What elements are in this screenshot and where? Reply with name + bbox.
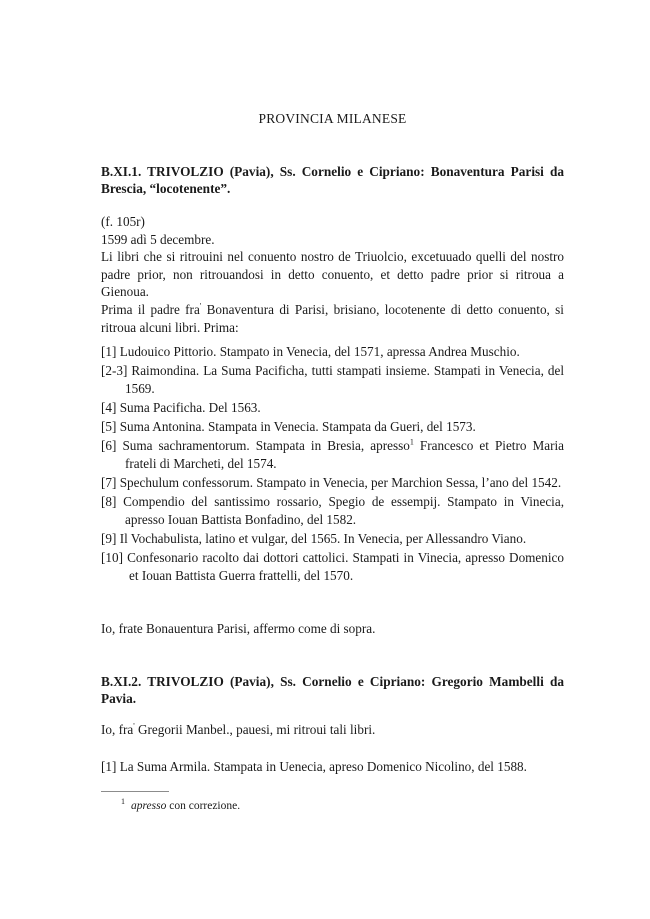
section-heading-1: B.XI.1. TRIVOLZIO (Pavia), Ss. Cornelio e Cipriano: Bonaventura Parisi da Brescia, “locotenente”. [101,164,564,196]
item-text: Ludouico Pittorio. Stampato in Venecia, del 1571, apressa Andrea Muschio. [119,344,520,359]
list-item [101,474,564,492]
book-list-2 [101,758,564,777]
folio-reference: (f. 105r) [101,214,145,229]
item-text: Suma sachramentorum. Stampata in Bresia, apresso [122,438,410,453]
list-item [101,437,564,473]
footnote-term: apresso [131,799,167,812]
section-heading-2: B.XI.2. TRIVOLZIO (Pavia), Ss. Cornelio e Cipriano: Gregorio Mambelli da Pavia. [101,674,564,706]
list-item [101,530,564,548]
item-number: [6] [101,438,117,453]
date-line: 1599 adì 5 decembre. [101,231,215,247]
running-title: PROVINCIA MILANESE [258,111,407,126]
intro-paragraph-2: Prima il padre fra' Bonaventura di Parisi, brisiano, locotenente di detto conuento, si ritroua alcuni libri. Prima: [101,301,564,335]
item-text: Il Vochabulista, latino et vulgar, del 1565. In Venecia, per Allessandro Viano. [119,531,527,546]
closing-statement: Io, frate Bonauentura Parisi, affermo come di sopra. [101,621,376,636]
item-text: Suma Pacificha. Del 1563. [119,400,261,415]
item-number: [8] [101,494,117,509]
footnote-text: con correzione. [166,799,241,812]
footnote-mark: 1 [121,797,125,806]
item-number: [9] [101,531,117,546]
intro-paragraph: Li libri che si ritrouini nel conuento nostro de Triuolcio, excetuuado quelli del nostro padre prior, non ritrouandosi in detto conuento, et detto padre prior si ritroua a Gienoua. [101,249,564,300]
footnote [121,795,240,813]
list-item [101,493,564,529]
section-1-preamble [101,213,564,336]
item-number: [4] [101,400,117,415]
item-number: [5] [101,419,117,434]
item-number: [1] [101,759,117,774]
item-number: [1] [101,344,117,359]
apostrophe-mark: ' [199,301,202,311]
item-text: Compendio del santissimo rossario, Spegio de essempij. Stampato in Vinecia, apresso Iouan Battista Bonfadino, del 1582. [123,494,564,527]
list-item [101,549,564,585]
item-text: La Suma Armila. Stampata in Uenecia, apreso Domenico Nicolino, del 1588. [119,759,527,774]
list-item [101,399,564,417]
book-list-1 [101,343,564,586]
item-number: [10] [101,550,123,565]
list-item [101,343,564,361]
item-number: [2-3] [101,363,128,378]
list-item [101,362,564,398]
footnote-rule [101,791,169,792]
item-text: Confesonario racolto dai dottori cattolici. Stampati in Vinecia, apresso Domenico et Iouan Battista Guerra frattelli, del 1570. [127,550,564,583]
footnote-ref[interactable]: 1 [409,437,414,447]
section-2-intro: Io, fra' Gregorii Manbel., pauesi, mi ritroui tali libri. [101,721,376,737]
item-text: Raimondina. La Suma Pacificha, tutti stampati insieme. Stampati in Venecia, del 1569. [125,363,564,396]
apostrophe-mark: ' [133,721,135,731]
item-text: Suma Antonina. Stampata in Venecia. Stampata da Gueri, del 1573. [119,419,476,434]
item-text: Spechulum confessorum. Stampato in Venecia, per Marchion Sessa, l’ano del 1542. [119,475,562,490]
item-text-cont: Francesco et Pietro Maria frateli di Marcheti, del 1574. [125,438,564,471]
item-number: [7] [101,475,117,490]
list-item [101,758,564,776]
list-item [101,418,564,436]
